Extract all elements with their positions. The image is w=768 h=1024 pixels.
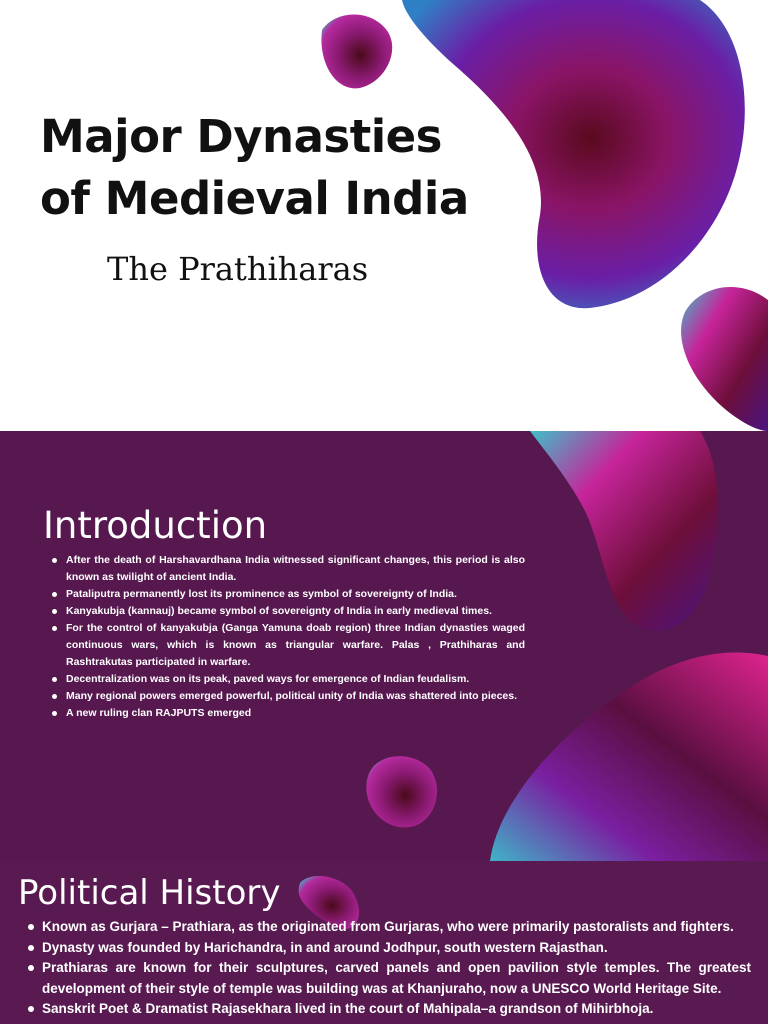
- right-edge-blob: [681, 287, 768, 431]
- top-right-blob: [530, 431, 718, 631]
- introduction-bullet-list: [52, 552, 525, 722]
- small-top-blob: [321, 15, 392, 89]
- list-item: Known as Gurjara – Prathiara, as the originated from Gurjaras, who were primarily pastoralists and fighters.: [28, 917, 751, 938]
- page-title: [40, 106, 480, 230]
- title-line-1: Major Dynasties: [40, 110, 442, 163]
- bottom-right-blob: [490, 652, 768, 861]
- political-history-slide: [0, 861, 768, 1024]
- list-item: A new ruling clan RAJPUTS emerged: [52, 705, 525, 722]
- list-item: For the control of kanyakubja (Ganga Yamuna doab region) three Indian dynasties waged continuous wars, which is known as triangular warfare. Palas , Prathiharas and Rashtrakutas participated in warfare.: [52, 620, 525, 671]
- middle-small-blob: [366, 756, 437, 827]
- introduction-slide: [0, 431, 768, 861]
- list-item: Prathiaras are known for their sculptures, carved panels and open pavilion style temples. The greatest development of their style of temple was building was at Khanjuraho, now a UNESCO World Heritage Site.: [28, 958, 751, 999]
- list-item: Kanyakubja (kannauj) became symbol of sovereignty of India in early medieval times.: [52, 603, 525, 620]
- list-item: Sanskrit Poet & Dramatist Rajasekhara lived in the court of Mahipala–a grandson of Mihirbhoja.: [28, 999, 751, 1020]
- political-history-bullet-list: [28, 917, 751, 1020]
- title-line-2: of Medieval India: [40, 172, 469, 225]
- list-item: Decentralization was on its peak, paved ways for emergence of Indian feudalism.: [52, 671, 525, 688]
- list-item: Pataliputra permanently lost its prominence as symbol of sovereignty of India.: [52, 586, 525, 603]
- list-item: Many regional powers emerged powerful, political unity of India was shattered into pieces.: [52, 688, 525, 705]
- list-item: Dynasty was founded by Harichandra, in and around Jodhpur, south western Rajasthan.: [28, 938, 751, 959]
- section-heading-political-history: Political History: [18, 873, 281, 913]
- section-heading-introduction: Introduction: [43, 504, 268, 547]
- title-slide: [0, 0, 768, 431]
- list-item: After the death of Harshavardhana India witnessed significant changes, this period is also known as twilight of ancient India.: [52, 552, 525, 586]
- subtitle: The Prathiharas: [107, 250, 369, 288]
